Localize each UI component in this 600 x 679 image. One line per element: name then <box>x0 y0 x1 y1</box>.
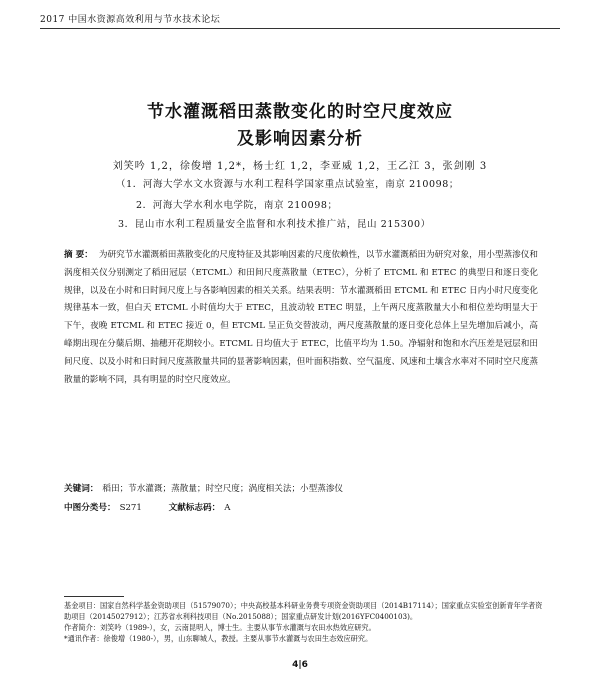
classification <box>64 501 538 513</box>
affiliation-3: 3．昆山市水利工程质量安全监督和水利技术推广站，昆山 215300） <box>118 219 431 230</box>
author-list: 刘笑吟 1,2，徐俊增 1,2*，杨士红 1,2，李亚威 1,2，王乙江 3，张剑刚 3 <box>112 161 488 172</box>
footnote-funding: 基金项目：国家自然科学基金资助项目（51579070）；中央高校基本科研业务费专项资金资助项目（2014B17114）；国家重点实验室创新青年学者资助项目（20145027912）；江苏省水利科技项目（No.2015088）；国家重点研发计划(2016YFC0400103)。 <box>64 601 543 621</box>
class-value: S271 <box>119 503 142 513</box>
class-label: 中图分类号： <box>64 503 116 513</box>
keywords-text: 稻田；节水灌溉；蒸散量；时空尺度；涡度相关法；小型蒸渗仪 <box>102 484 344 494</box>
paper-title-line-1: 节水灌溉稻田蒸散变化的时空尺度效应 <box>147 102 453 122</box>
keywords-label: 关键词： <box>64 484 99 494</box>
footnote-author: 作者简介：刘笑吟（1989-），女，云南昆明人，博士生。主要从事节水灌溉与农田水热效应研究。 <box>64 623 376 632</box>
running-header: 2017 中国水资源高效利用与节水技术论坛 <box>40 12 560 29</box>
keywords <box>64 482 538 494</box>
code-label: 文献标志码： <box>168 503 221 513</box>
footnote-correspondence: *通讯作者：徐俊增（1980-），男，山东聊城人，教授。主要从事节水灌溉与农田生态效应研究。 <box>64 634 373 643</box>
affiliation-1: （1．河海大学水文水资源与水利工程科学国家重点试验室，南京 210098； <box>116 179 460 190</box>
code-value: A <box>224 503 231 513</box>
abstract <box>64 247 538 389</box>
footnotes <box>64 600 544 644</box>
abstract-text: 为研究节水灌溉稻田蒸散变化的尺度特征及其影响因素的尺度依赖性，以节水灌溉稻田为研究对象，用小型蒸渗仪和涡度相关仪分别测定了稻田冠层（ETCML）和田间尺度蒸散量（ETEC），分析了 ETCML 和 ETEC 的典型日和逐日变化规律，以及在小时和日时间尺度上与各影响因素的相关关系。结果表明：节水灌溉稻田 ETCML 和 ETEC 日内小时尺度变化规律基本一致，但白天 ETCML 小时值均大于 ETEC，且波动较 ETEC 明显，上午两尺度蒸散量大小和相位差均明显大于下午，夜晚 ETCML 和 ETEC 接近 0，但 ETCML 呈正负交替波动，两尺度蒸散量的逐日变化总体上呈先增加后减小，高峰期出现在分蘖后期、抽穗开花期较小。ETCML 日均值大于 ETEC，比值平均为 1.50。净辐射和饱和水汽压差是冠层和田间尺度、以及小时和日时间尺度蒸散量共同的显著影响因素，但叶面积指数、空气温度、风速和土壤含水率对不同时空尺度蒸散量的影响不同，具有明显的时空尺度效应。 <box>64 250 538 385</box>
affiliation-2: 2．河海大学水利水电学院，南京 210098； <box>136 200 338 211</box>
footnote-divider <box>64 596 124 597</box>
page-number: 4|6 <box>292 660 308 670</box>
paper-title-line-2: 及影响因素分析 <box>237 129 363 149</box>
abstract-label: 摘 要： <box>64 250 93 260</box>
